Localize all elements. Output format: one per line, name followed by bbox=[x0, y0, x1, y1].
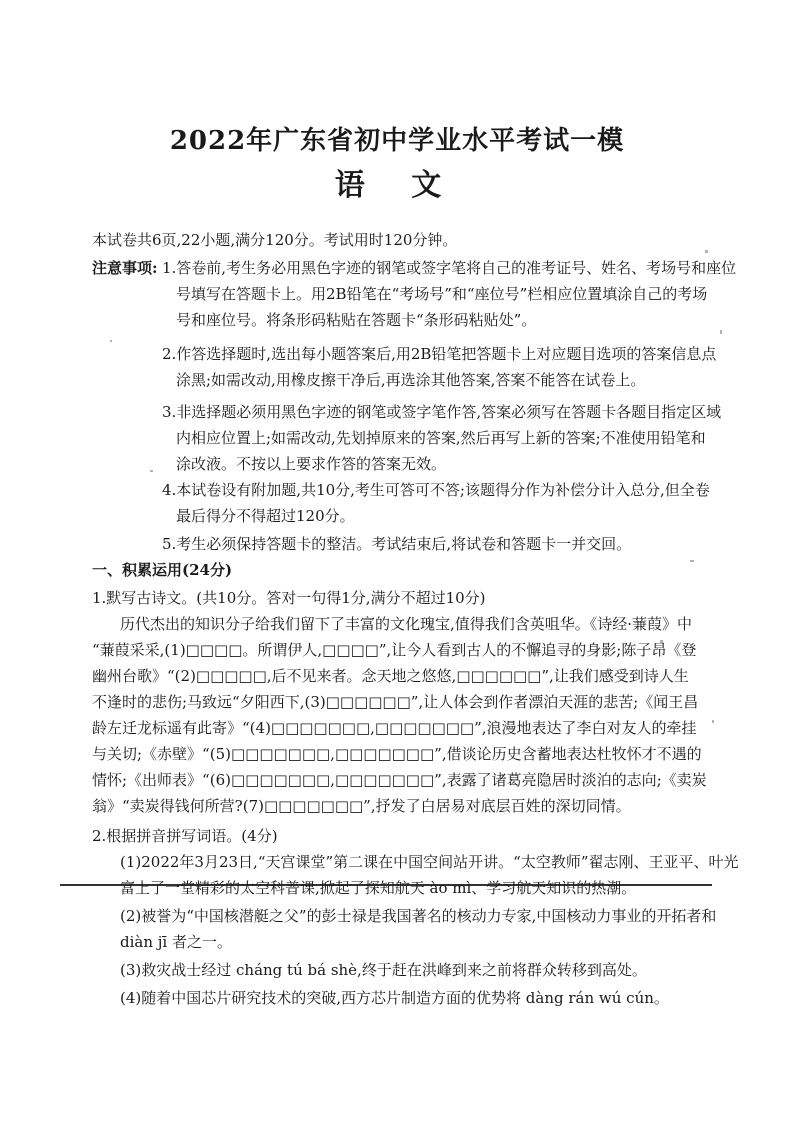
passage-line: 情怀;《出师表》“(6)□□□□□□□,□□□□□□□”,表露了诸葛亮隐居时淡泊的志向;《卖炭 bbox=[92, 771, 707, 789]
section-heading: 一、积累运用(24分) bbox=[92, 561, 233, 579]
note-line: 涂改液。不按以上要求作答的答案无效。 bbox=[176, 455, 447, 473]
note-line: 最后得分不得超过120分。 bbox=[176, 507, 355, 525]
note-line: 4.本试卷设有附加题,共10分,考生可答可不答;该题得分作为补偿分计入总分,但全卷 bbox=[162, 481, 710, 499]
scan-speck bbox=[705, 250, 708, 253]
pinyin-item: 富上了一堂精彩的太空科普课,掀起了探知航天 ào mì、学习航天知识的热潮。 bbox=[120, 879, 637, 897]
note-line: 1.答卷前,考生务必用黑色字迹的钢笔或签字笔将自己的准考证号、姓名、考场号和座位 bbox=[162, 259, 737, 277]
notes-label: 注意事项: bbox=[92, 259, 158, 277]
note-line: 号填写在答题卡上。用2B铅笔在“考场号”和“座位号”栏相应位置填涂自己的考场 bbox=[176, 285, 708, 303]
passage-line: 龄左迁龙标遥有此寄》“(4)□□□□□□□,□□□□□□□”,浪漫地表达了李白对友人的牵挂 bbox=[92, 719, 697, 737]
note-line: 3.非选择题必须用黑色字迹的钢笔或签字笔作答,答案必须写在答题卡各题目指定区域 bbox=[162, 403, 722, 421]
note-line: 涂黑;如需改动,用橡皮擦干净后,再选涂其他答案,答案不能答在试卷上。 bbox=[176, 371, 646, 389]
scan-speck bbox=[720, 330, 722, 334]
passage-line: “蒹葭采采,(1)□□□□。所谓伊人,□□□□”,让今人看到古人的不懈追寻的身影;陈子昂《登 bbox=[92, 641, 697, 659]
passage-line: 不逢时的悲伤;马致远“夕阳西下,(3)□□□□□□”,让人体会到作者漂泊天涯的悲苦;《闻王昌 bbox=[92, 693, 699, 711]
subject-title: 语 文 bbox=[334, 168, 460, 203]
scan-speck bbox=[150, 470, 153, 472]
scan-speck bbox=[690, 560, 694, 562]
exam-title: 2022年广东省初中学业水平考试一模 bbox=[169, 126, 625, 156]
passage-line: 幽州台歌》“(2)□□□□□,后不见来者。念天地之悠悠,□□□□□□”,让我们感受到诗人生 bbox=[92, 667, 689, 685]
pinyin-item: (3)救灾战士经过 cháng tú bá shè,终于赶在洪峰到来之前将群众转移到高处。 bbox=[120, 961, 647, 979]
passage-line: 与关切;《赤壁》“(5)□□□□□□□,□□□□□□□”,借谈论历史含蓄地表达杜牧怀才不遇的 bbox=[92, 745, 702, 763]
scan-speck bbox=[712, 720, 714, 723]
pinyin-item: (1)2022年3月23日,“天宫课堂”第二课在中国空间站开讲。“太空教师”翟志刚、王亚平、叶光 bbox=[120, 853, 739, 871]
note-line: 5.考生必须保持答题卡的整洁。考试结束后,将试卷和答题卡一并交回。 bbox=[162, 535, 632, 553]
scan-speck bbox=[110, 340, 112, 342]
exam-intro: 本试卷共6页,22小题,满分120分。考试用时120分钟。 bbox=[92, 231, 458, 249]
note-line: 号和座位号。将条形码粘贴在答题卡“条形码粘贴处”。 bbox=[176, 311, 537, 329]
passage-line: 历代杰出的知识分子给我们留下了丰富的文化瑰宝,值得我们含英咀华。《诗经·蒹葭》中 bbox=[120, 615, 693, 633]
passage-line: 翁》“卖炭得钱何所营?(7)□□□□□□□”,抒发了白居易对底层百姓的深切同情。 bbox=[92, 797, 631, 815]
note-line: 内相应位置上;如需改动,先划掉原来的答案,然后再写上新的答案;不准使用铅笔和 bbox=[176, 429, 706, 447]
note-line: 2.作答选择题时,选出每小题答案后,用2B铅笔把答题卡上对应题目选项的答案信息点 bbox=[162, 345, 717, 363]
pinyin-item: diàn jī 者之一。 bbox=[120, 933, 232, 951]
pinyin-item: (2)被誉为“中国核潜艇之父”的彭士禄是我国著名的核动力专家,中国核动力事业的开拓者和 bbox=[120, 907, 717, 925]
question-title: 1.默写古诗文。(共10分。答对一句得1分,满分不超过10分) bbox=[92, 589, 486, 607]
scan-speck bbox=[660, 640, 663, 643]
pinyin-item: (4)随着中国芯片研究技术的突破,西方芯片制造方面的优势将 dàng rán wú cún。 bbox=[120, 989, 669, 1007]
question-title: 2.根据拼音拼写词语。(4分) bbox=[92, 827, 278, 845]
